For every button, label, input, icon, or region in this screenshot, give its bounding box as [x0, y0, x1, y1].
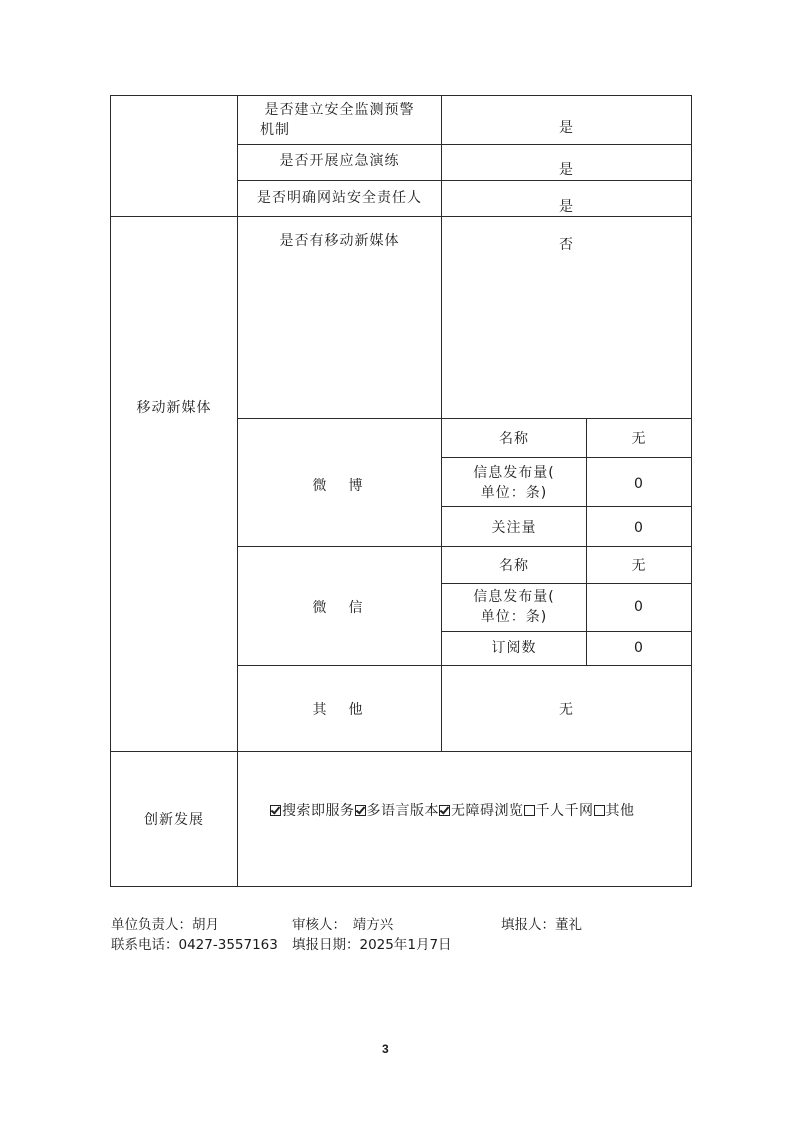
wechat-name-value: 无 [631, 558, 647, 574]
wechat-subscribers-value: 0 [634, 640, 644, 656]
wechat-subscribers-label: 订阅数 [491, 640, 537, 656]
innovation-option [524, 803, 594, 819]
row-rule-1 [237, 144, 691, 145]
innovation-option [355, 803, 440, 819]
innovation-option [594, 803, 635, 819]
row-rule-4 [237, 418, 691, 419]
weibo-posts-value: 0 [634, 476, 644, 492]
weibo-label: 微 博 [312, 478, 367, 494]
table-top-border [110, 95, 691, 96]
wechat-label: 微 信 [312, 600, 367, 616]
innovation-option-label: 其他 [605, 803, 635, 819]
row-rule-10 [237, 665, 691, 666]
checkbox-checked-icon [439, 805, 450, 816]
other-value: 无 [559, 702, 574, 718]
fill-date: 填报日期：2025年1月7日 [292, 937, 452, 953]
weibo-followers-label: 关注量 [491, 520, 537, 536]
monitoring-label: 是否建立安全监测预警 机制 [260, 102, 415, 138]
weibo-posts-label: 信息发布量( 单位：条) [473, 465, 555, 501]
other-label: 其 他 [312, 702, 367, 718]
col-divider-c [586, 418, 587, 665]
innovation-option [439, 803, 524, 819]
reviewer: 审核人： 靖方兴 [292, 917, 394, 933]
innovation-option-label: 搜索即服务 [282, 803, 355, 819]
checkbox-empty-icon [524, 805, 535, 816]
page-number: 3 [382, 1042, 389, 1056]
checkbox-checked-icon [270, 805, 281, 816]
unit-head: 单位负责人：胡月 [111, 917, 219, 933]
row-rule-11 [110, 751, 691, 752]
row-rule-5 [441, 457, 691, 458]
filler: 填报人：董礼 [501, 917, 582, 933]
row-rule-6 [441, 506, 691, 507]
innovation-options [270, 801, 635, 821]
innovation-option-label: 多语言版本 [366, 803, 439, 819]
mobile-section-label: 移动新媒体 [136, 400, 212, 416]
innovation-option-label: 无障碍浏览 [451, 803, 524, 819]
responsible-value: 是 [559, 199, 574, 215]
monitoring-value: 是 [559, 120, 574, 136]
contact-phone: 联系电话：0427-3557163 [111, 937, 278, 953]
wechat-posts-value: 0 [634, 599, 644, 615]
responsible-label: 是否明确网站安全责任人 [257, 190, 422, 206]
innovation-option [270, 803, 355, 819]
row-rule-7 [237, 546, 691, 547]
innovation-section-label: 创新发展 [144, 812, 204, 828]
drill-label: 是否开展应急演练 [279, 153, 400, 169]
wechat-name-label: 名称 [499, 558, 529, 574]
wechat-posts-label: 信息发布量( 单位：条) [473, 589, 555, 625]
has-mobile-value: 否 [559, 237, 574, 253]
checkbox-empty-icon [594, 805, 605, 816]
checkbox-checked-icon [355, 805, 366, 816]
innovation-option-label: 千人千网 [535, 803, 594, 819]
table-left-border [110, 95, 111, 887]
drill-value: 是 [559, 162, 574, 178]
row-rule-2 [237, 180, 691, 181]
weibo-followers-value: 0 [634, 520, 644, 536]
row-rule-8 [441, 583, 691, 584]
weibo-name-label: 名称 [499, 431, 529, 447]
weibo-name-value: 无 [631, 431, 647, 447]
row-rule-9 [441, 631, 691, 632]
table-right-border [691, 95, 692, 887]
has-mobile-label: 是否有移动新媒体 [279, 233, 400, 249]
table-bottom-border [110, 886, 691, 887]
